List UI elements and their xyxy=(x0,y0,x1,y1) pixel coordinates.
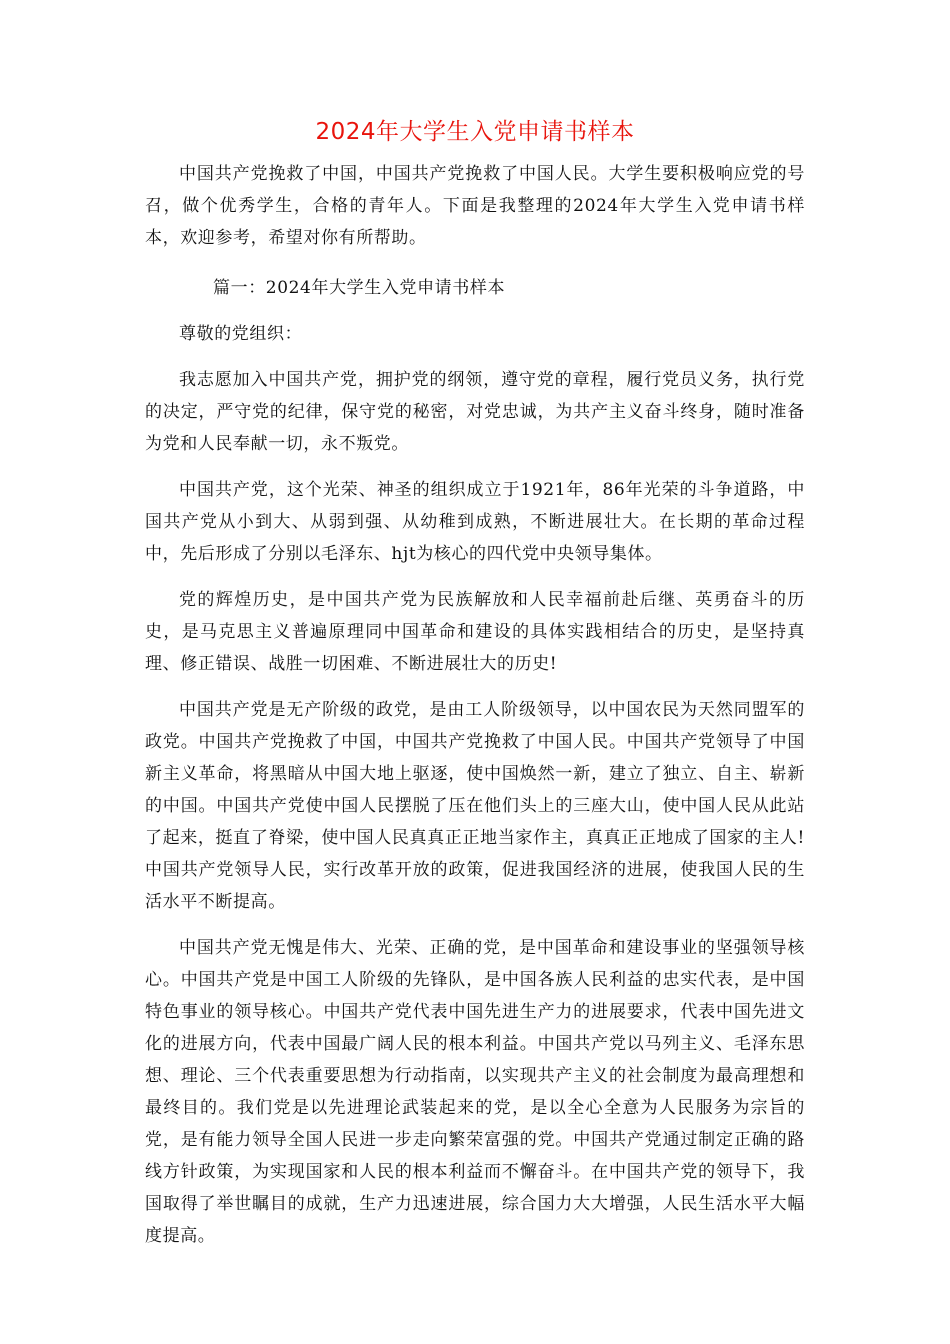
body-paragraph-4: 中国共产党是无产阶级的政党，是由工人阶级领导，以中国农民为天然同盟军的政党。中国共产党挽救了中国，中国共产党挽救了中国人民。中国共产党领导了中国新主义革命，将黑暗从中国大地上驱逐，使中国焕然一新，建立了独立、自主、崭新的中国。中国共产党使中国人民摆脱了压在他们头上的三座大山，使中国人民从此站了起来，挺直了脊梁，使中国人民真真正正地当家作主，真真正正地成了国家的主人!中国共产党领导人民，实行改革开放的政策，促进我国经济的进展，使我国人民的生活水平不断提高。 xyxy=(145,700,805,912)
body-paragraph-1: 我志愿加入中国共产党，拥护党的纲领，遵守党的章程，履行党员义务，执行党的决定，严守党的纪律，保守党的秘密，对党忠诚，为共产主义奋斗终身，随时准备为党和人民奉献一切，永不叛党。 xyxy=(145,370,805,454)
document-page xyxy=(145,112,805,1266)
body-paragraph-3: 党的辉煌历史，是中国共产党为民族解放和人民幸福前赴后继、英勇奋斗的历史，是马克思主义普遍原理同中国革命和建设的具体实践相结合的历史，是坚持真理、修正错误、战胜一切困难、不断进展壮大的历史! xyxy=(145,590,805,674)
intro-paragraph: 中国共产党挽救了中国，中国共产党挽救了中国人民。大学生要积极响应党的号召，做个优秀学生，合格的青年人。下面是我整理的2024年大学生入党申请书样本，欢迎参考，希望对你有所帮助。 xyxy=(145,164,805,248)
document-title: 2024年大学生入党申请书样本 xyxy=(315,119,635,145)
body-paragraph-5: 中国共产党无愧是伟大、光荣、正确的党，是中国革命和建设事业的坚强领导核心。中国共产党是中国工人阶级的先锋队，是中国各族人民利益的忠实代表，是中国特色事业的领导核心。中国共产党代表中国先进生产力的进展要求，代表中国先进文化的进展方向，代表中国最广阔人民的根本利益。中国共产党以马列主义、毛泽东思想、理论、三个代表重要思想为行动指南，以实现共产主义的社会制度为最高理想和最终目的。我们党是以先进理论武装起来的党，是以全心全意为人民服务为宗旨的党，是有能力领导全国人民进一步走向繁荣富强的党。中国共产党通过制定正确的路线方针政策，为实现国家和人民的根本利益而不懈奋斗。在中国共产党的领导下，我国取得了举世瞩目的成就，生产力迅速进展，综合国力大大增强，人民生活水平大幅度提高。 xyxy=(145,938,805,1246)
section-title: 篇一：2024年大学生入党申请书样本 xyxy=(213,278,506,298)
body-paragraph-2: 中国共产党，这个光荣、神圣的组织成立于1921年，86年光荣的斗争道路，中国共产党从小到大、从弱到强、从幼稚到成熟，不断进展壮大。在长期的革命过程中，先后形成了分别以毛泽东、hjt为核心的四代党中央领导集体。 xyxy=(145,480,805,564)
salutation: 尊敬的党组织： xyxy=(179,324,303,344)
